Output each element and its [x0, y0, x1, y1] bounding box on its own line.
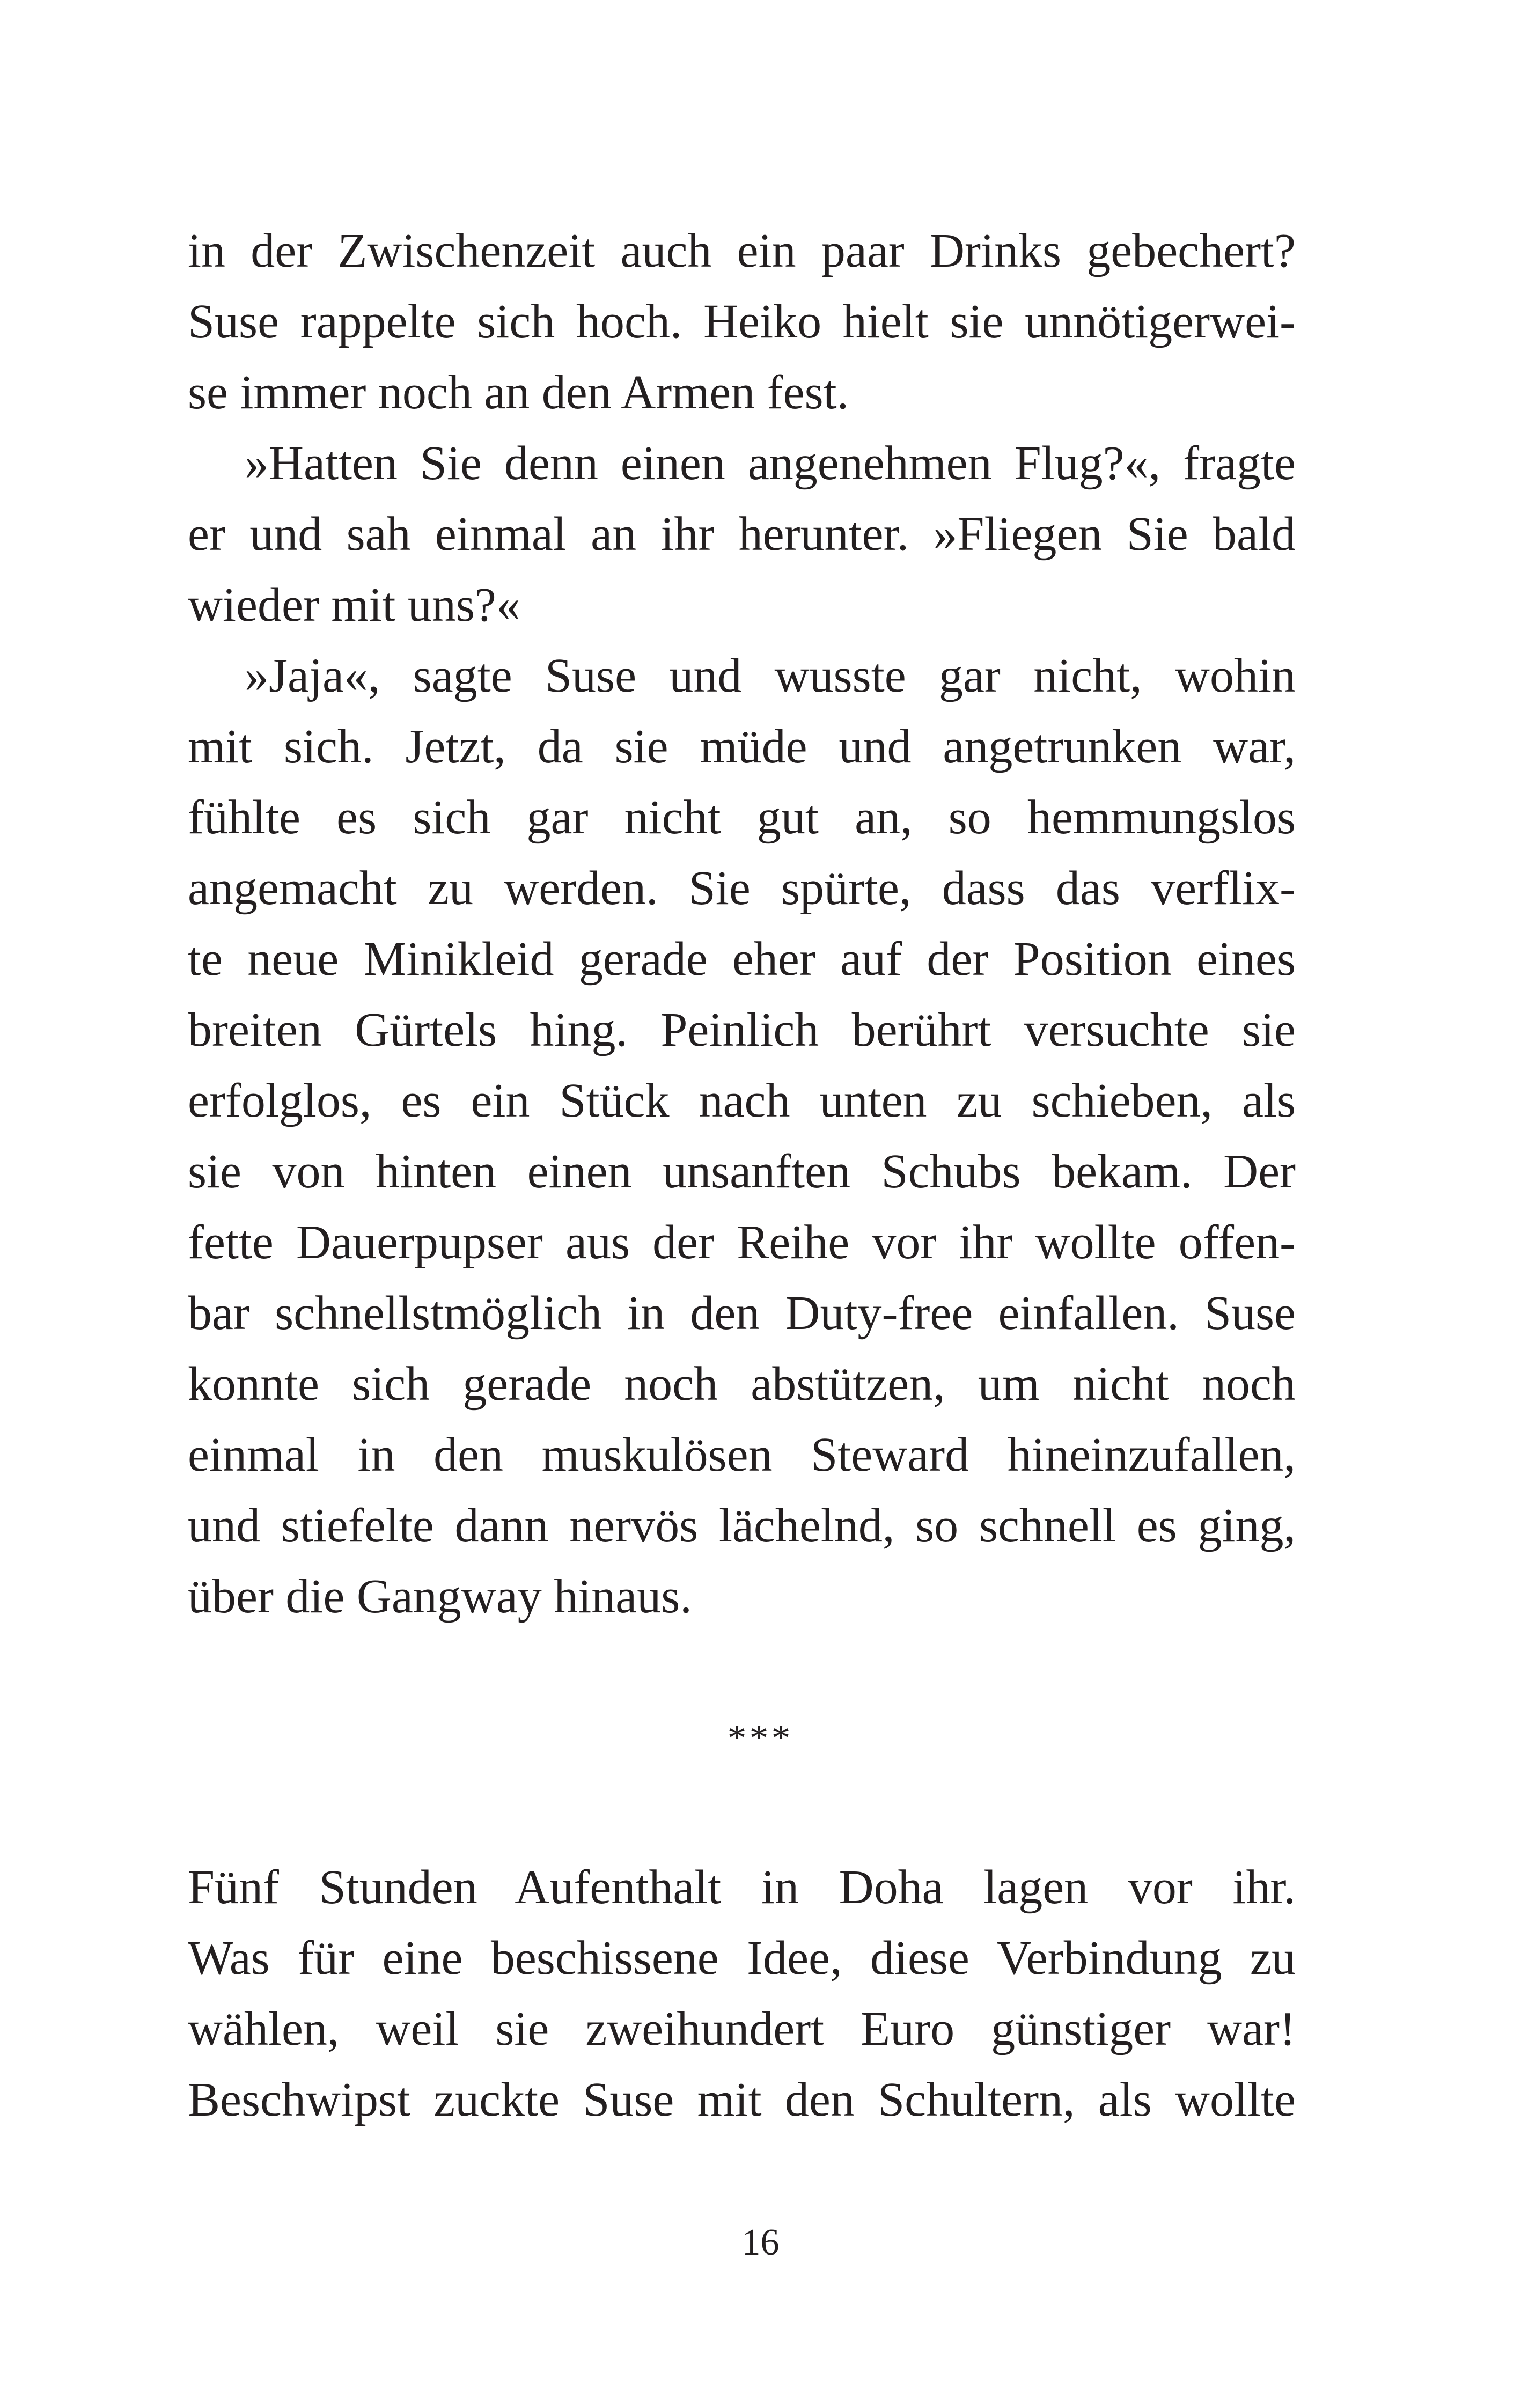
- text-line: mit sich. Jetzt, da sie müde und angetrunken war,: [188, 720, 1296, 773]
- text-line: wieder mit uns?«: [188, 578, 520, 632]
- text-line: Beschwipst zuckte Suse mit den Schultern, als wollte: [188, 2073, 1296, 2126]
- body-text-bottom: [188, 1852, 1296, 2135]
- text-line: se immer noch an den Armen fest.: [188, 366, 849, 419]
- text-line: Suse rappelte sich hoch. Heiko hielt sie unnötigerwei-: [188, 295, 1296, 348]
- text-line: »Jaja«, sagte Suse und wusste gar nicht, wohin: [245, 649, 1296, 702]
- section-separator: ***: [728, 1717, 793, 1759]
- text-line: konnte sich gerade noch abstützen, um nicht noch: [188, 1357, 1296, 1411]
- text-line: über die Gangway hinaus.: [188, 1570, 692, 1623]
- text-line: einmal in den muskulösen Steward hineinzufallen,: [188, 1428, 1296, 1481]
- text-line: in der Zwischenzeit auch ein paar Drinks gebechert?: [188, 224, 1296, 277]
- text-line: Was für eine beschissene Idee, diese Verbindung zu: [188, 1932, 1296, 1985]
- text-line: breiten Gürtels hing. Peinlich berührt versuchte sie: [188, 1003, 1296, 1056]
- page-number: 16: [741, 2222, 780, 2263]
- text-line: bar schnellstmöglich in den Duty-free einfallen. Suse: [188, 1287, 1296, 1340]
- text-line: fette Dauerpupser aus der Reihe vor ihr wollte offen-: [188, 1216, 1296, 1269]
- text-line: er und sah einmal an ihr herunter. »Fliegen Sie bald: [188, 508, 1296, 561]
- body-text-top: [188, 216, 1296, 1632]
- text-line: Fünf Stunden Aufenthalt in Doha lagen vor ihr.: [188, 1861, 1296, 1914]
- text-line: wählen, weil sie zweihundert Euro günstiger war!: [188, 2002, 1296, 2055]
- text-line: fühlte es sich gar nicht gut an, so hemmungslos: [188, 791, 1296, 844]
- text-line: te neue Minikleid gerade eher auf der Position eines: [188, 933, 1296, 986]
- text-line: »Hatten Sie denn einen angenehmen Flug?«, fragte: [245, 437, 1296, 490]
- text-line: und stiefelte dann nervös lächelnd, so schnell es ging,: [188, 1499, 1296, 1552]
- text-line: angemacht zu werden. Sie spürte, dass das verflix-: [188, 862, 1296, 915]
- text-line: sie von hinten einen unsanften Schubs bekam. Der: [188, 1145, 1296, 1198]
- text-line: erfolglos, es ein Stück nach unten zu schieben, als: [188, 1074, 1296, 1127]
